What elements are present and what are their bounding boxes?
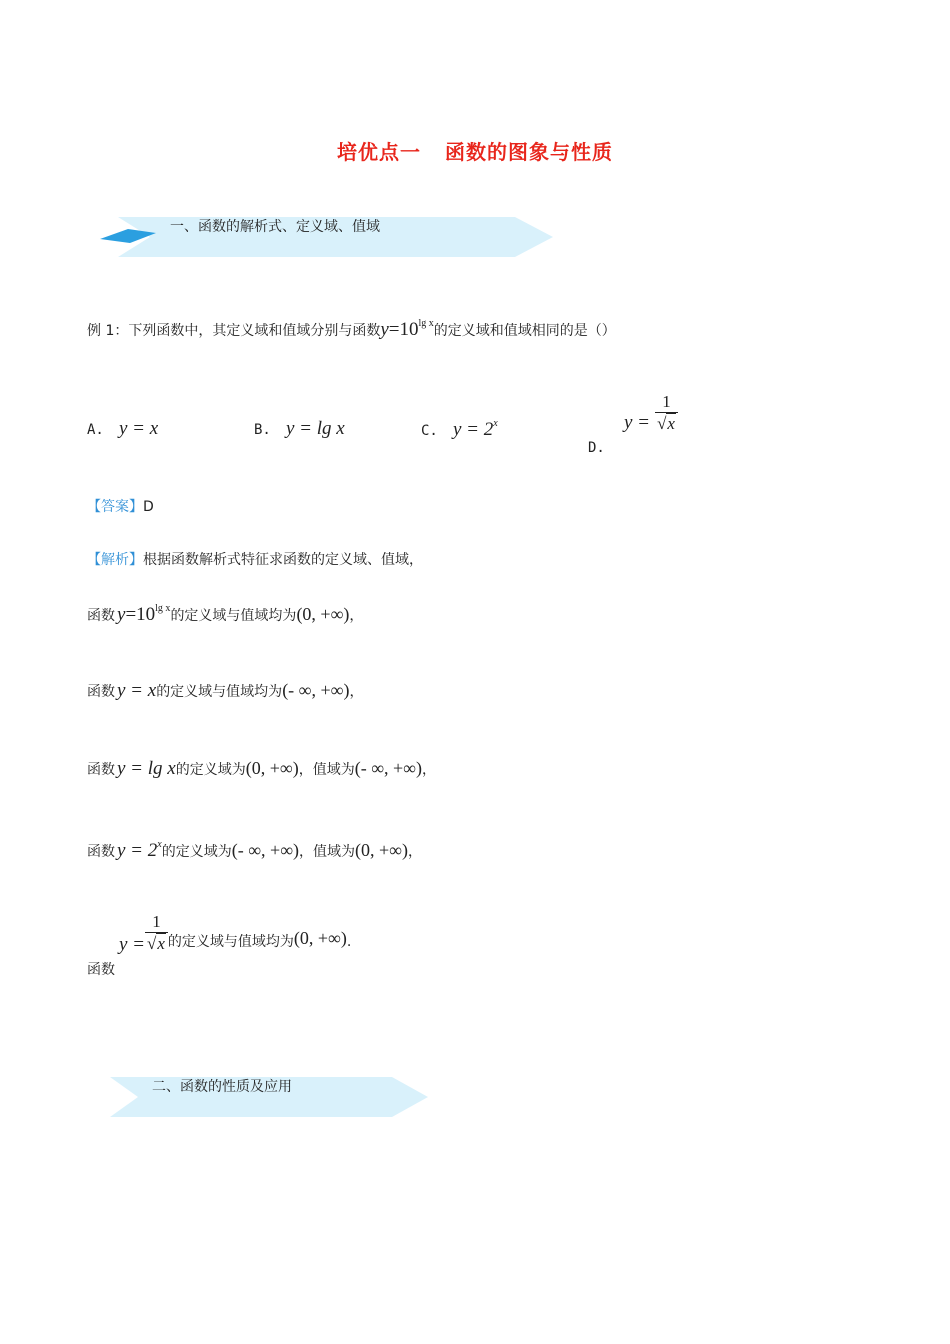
- analysis-4-expr: y = 2: [117, 840, 158, 861]
- analysis-4-mid2: ，值域为: [299, 844, 356, 860]
- option-a[interactable]: [87, 418, 158, 440]
- section-banner-2: [0, 1076, 440, 1118]
- section-banner-1: [0, 216, 560, 258]
- section-heading-1: 一、函数的解析式、定义域、值域: [170, 219, 380, 235]
- title-part1: 培优点一: [337, 140, 421, 164]
- option-b-expr: y = lg x: [285, 418, 345, 439]
- analysis-tag: 【解析】: [87, 552, 143, 568]
- analysis-3-expr: y = lg x: [117, 758, 176, 779]
- option-b-label: B.: [254, 422, 271, 438]
- analysis-5-den: x: [157, 934, 165, 953]
- option-d-num: 1: [662, 392, 671, 411]
- analysis-1-exp: lg x: [155, 603, 171, 614]
- option-c-exp: x: [493, 418, 498, 429]
- analysis-3-mid: 的定义域为: [175, 762, 246, 778]
- analysis-2-end: ，: [349, 684, 364, 700]
- section-heading-2: 二、函数的性质及应用: [152, 1079, 292, 1095]
- analysis-4-exp: x: [157, 839, 162, 850]
- analysis-line-5: [87, 912, 352, 978]
- analysis-1-eq: =10: [125, 604, 156, 625]
- option-d-lhs: y =: [623, 412, 650, 433]
- analysis-2-expr: y = x: [117, 680, 157, 701]
- answer-line: [87, 496, 154, 516]
- analysis-line-3: [87, 758, 436, 780]
- analysis-intro: 根据函数解析式特征求函数的定义域、值域，: [143, 552, 423, 568]
- option-d-den: x: [667, 414, 675, 433]
- example-func-y: y: [380, 319, 389, 340]
- analysis-line-4: [87, 839, 422, 862]
- analysis-word-func: 函数: [87, 961, 115, 978]
- example-question: [87, 318, 616, 341]
- sqrt-icon: √: [147, 934, 157, 953]
- option-d[interactable]: [588, 392, 678, 456]
- analysis-5-fraction: [145, 912, 168, 955]
- analysis-intro-line: [87, 549, 423, 569]
- analysis-2-mid: 的定义域与值域均为: [156, 684, 283, 700]
- option-a-label: A.: [87, 422, 104, 438]
- answer-tag: 【答案】: [87, 499, 143, 515]
- analysis-word-func: 函数: [87, 684, 115, 700]
- example-func-eq: =10: [388, 319, 419, 340]
- sqrt-icon: √: [657, 414, 667, 433]
- answer-value: D: [143, 499, 154, 515]
- option-d-fraction: [655, 392, 678, 435]
- analysis-2-interval: (- ∞, +∞): [282, 680, 350, 700]
- analysis-4-interval-1: (- ∞, +∞): [231, 840, 300, 860]
- option-a-expr: y = x: [118, 418, 159, 439]
- analysis-4-mid: 的定义域为: [161, 844, 232, 860]
- analysis-word-func: 函数: [87, 762, 115, 778]
- title-part2: 函数的图象与性质: [445, 140, 613, 164]
- analysis-1-interval: (0, +∞): [296, 604, 350, 624]
- analysis-word-func: 函数: [87, 608, 115, 624]
- analysis-3-mid2: ，值域为: [298, 762, 355, 778]
- analysis-5-interval: (0, +∞): [293, 927, 347, 948]
- analysis-5-num: 1: [152, 912, 161, 931]
- option-c-expr: y = 2: [452, 419, 494, 440]
- analysis-1-mid: 的定义域与值域均为: [170, 608, 297, 624]
- analysis-line-1: [87, 603, 363, 626]
- example-prefix: 例 1：下列函数中，其定义域和值域分别与函数: [87, 323, 381, 339]
- analysis-1-y: y: [117, 604, 126, 625]
- analysis-3-interval-2: (- ∞, +∞): [354, 758, 423, 778]
- option-c[interactable]: [421, 418, 498, 441]
- option-c-label: C.: [421, 423, 438, 439]
- option-d-label: D.: [588, 440, 605, 456]
- analysis-word-func: 函数: [87, 844, 115, 860]
- analysis-5-end: .: [346, 933, 352, 950]
- analysis-5-mid: 的定义域与值域均为: [167, 933, 294, 950]
- analysis-3-interval-1: (0, +∞): [245, 758, 299, 778]
- page-title: [0, 136, 950, 165]
- analysis-line-2: [87, 680, 364, 702]
- example-suffix: 的定义域和值域相同的是（）: [433, 323, 616, 339]
- analysis-4-end: ，: [408, 844, 423, 860]
- analysis-5-lhs: y =: [119, 933, 146, 955]
- analysis-4-interval-2: (0, +∞): [355, 840, 409, 860]
- analysis-3-end: ，: [422, 762, 437, 778]
- option-b[interactable]: [254, 418, 345, 440]
- analysis-1-end: ，: [349, 608, 364, 624]
- example-func-exp: lg x: [418, 318, 434, 329]
